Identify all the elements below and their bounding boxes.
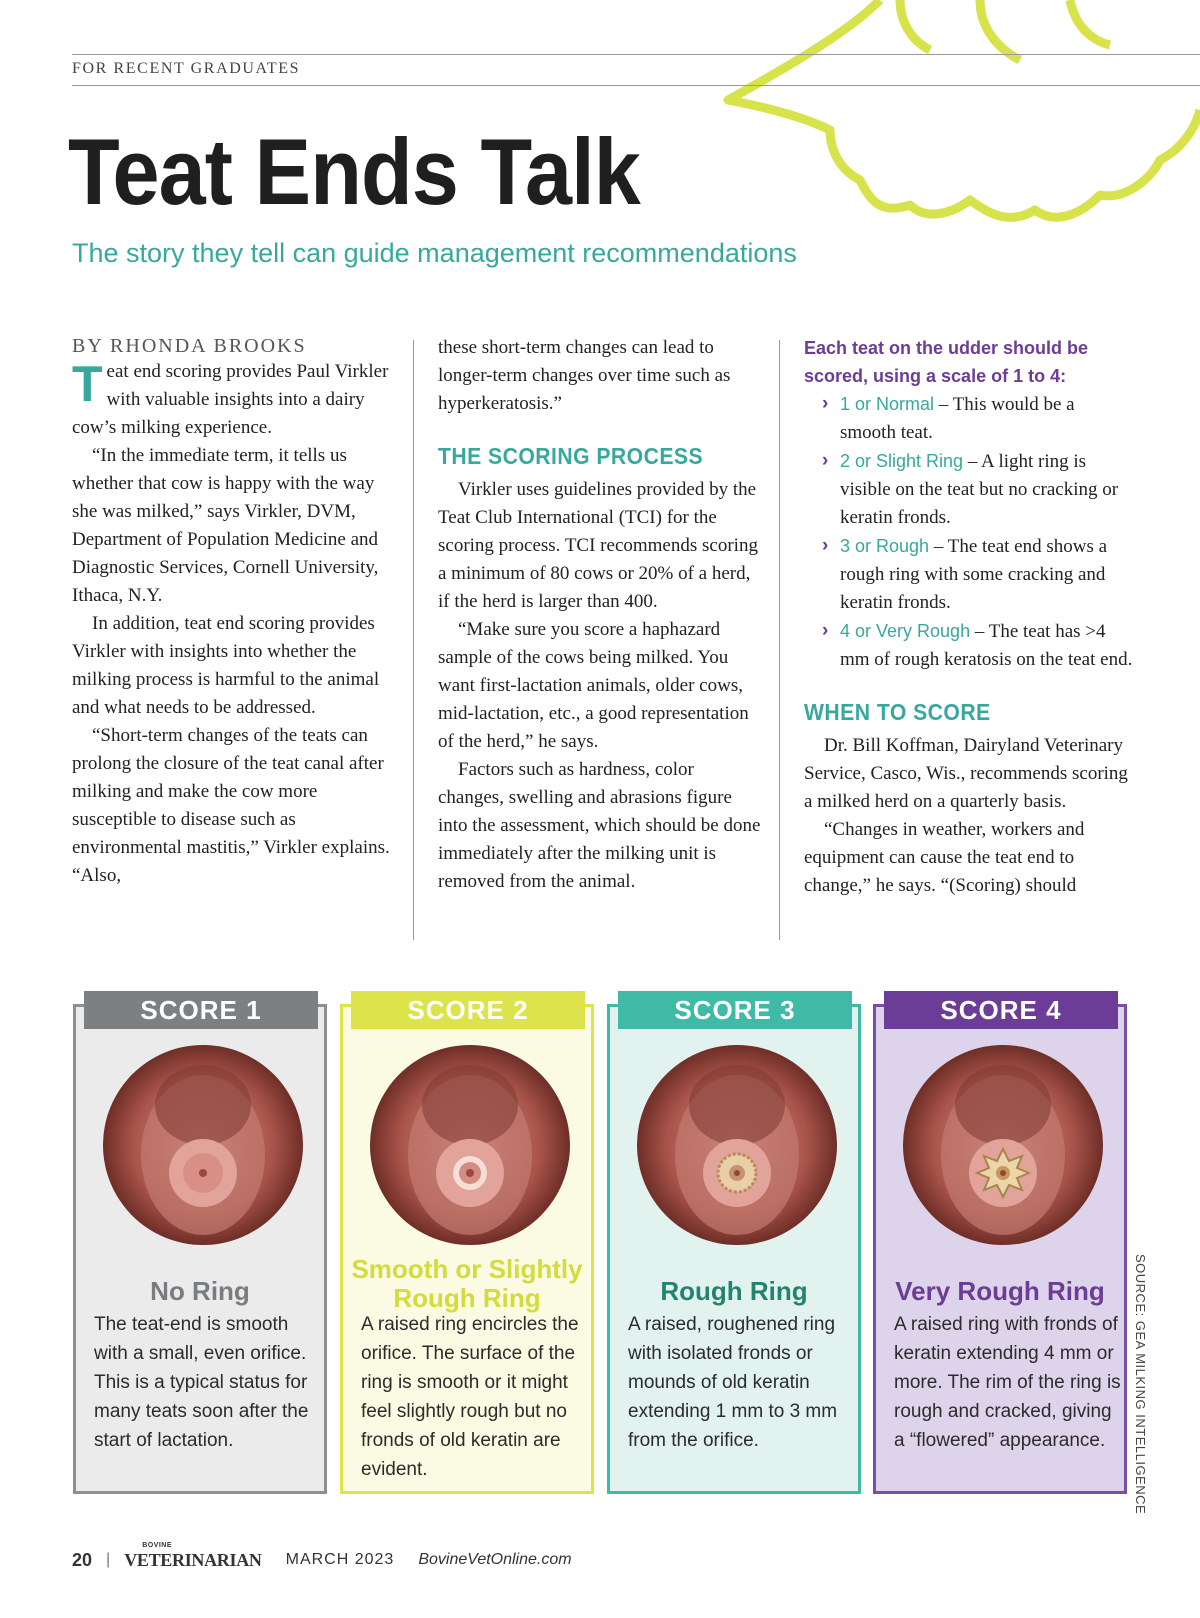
paragraph: Dr. Bill Koffman, Dairyland Veterinary Service, Casco, Wis., recommends scoring a milked herd on a quarterly basis. (804, 735, 1128, 812)
paragraph: Factors such as hardness, color changes, swelling and abrasions figure into the assessment, which should be done immediately after the milking unit is removed from the animal. (438, 759, 761, 892)
score-description: A raised ring encircles the orifice. The surface of the ring is smooth or it might feel slightly rough but no fronds of old keratin are evident. (361, 1314, 579, 1480)
score-title: No Ring (150, 1276, 250, 1306)
paragraph: Virkler uses guidelines provided by the Teat Club International (TCI) for the scoring process. TCI recommends scoring a minimum of 80 cows or 20% of a herd, if the herd is larger than 400. (438, 479, 758, 612)
section-label (72, 54, 1200, 86)
section-heading: THE SCORING PROCESS (438, 443, 704, 469)
drop-cap: T (72, 356, 103, 412)
column-3 (804, 334, 1134, 900)
chevron-right-icon: › (822, 535, 829, 556)
score-card-3 (607, 995, 861, 1494)
scale-lead: Each teat on the udder should be scored, using a scale of 1 to 4: (804, 338, 1089, 386)
page-footer (72, 1541, 572, 1575)
article-subtitle: The story they tell can guide management recommendations (72, 238, 797, 268)
score-card-1 (73, 995, 327, 1494)
source-credit: SOURCE: GEA MILKING INTELLIGENCE (1133, 1254, 1148, 1515)
score-banner: SCORE 1 (84, 991, 318, 1029)
paragraph: In addition, teat end scoring provides Virkler with insights into whether the milking process is harmful to the animal and what needs to be addressed. (72, 613, 380, 718)
column-1 (72, 334, 398, 890)
score-banner: SCORE 3 (618, 991, 852, 1029)
score-banner: SCORE 4 (884, 991, 1118, 1029)
footer-separator: | (106, 1551, 111, 1568)
teat-end-image (903, 1045, 1103, 1245)
paragraph: “Make sure you score a haphazard sample of the cows being milked. You want first-lactation animals, older cows, mid-lactation, etc., a good representation of the herd,” he says. (438, 619, 749, 752)
scale-item: › 1 or Normal – This would be a smooth teat. (804, 390, 1134, 447)
section-label-text: FOR RECENT GRADUATES (72, 60, 301, 77)
section-heading: WHEN TO SCORE (804, 699, 991, 725)
paragraph: “In the immediate term, it tells us whether that cow is happy with the way she was milked,” says Virkler, DVM, Department of Population Medicine and Diagnostic Services, Cornell University, Ithaca, N.Y. (72, 445, 379, 606)
score-card-2 (340, 995, 594, 1494)
website-link[interactable]: BovineVetOnline.com (418, 1551, 572, 1568)
paragraph: “Changes in weather, workers and equipment can cause the teat end to change,” he says. “(Scoring) should (804, 819, 1085, 896)
score-banner: SCORE 2 (351, 991, 585, 1029)
chevron-right-icon: › (822, 450, 829, 471)
column-divider (413, 340, 414, 940)
teat-end-image (637, 1045, 837, 1245)
scale-item: › 4 or Very Rough – The teat has >4 mm of rough keratosis on the teat end. (804, 617, 1134, 674)
score-title: Very Rough Ring (895, 1276, 1105, 1306)
teat-end-image (370, 1045, 570, 1245)
score-description: The teat-end is smooth with a small, even orifice. This is a typical status for many teats soon after the start of lactation. (94, 1314, 309, 1451)
scale-item: › 3 or Rough – The teat end shows a rough ring with some cracking and keratin fronds. (804, 532, 1134, 617)
column-2 (438, 334, 764, 896)
column-divider (779, 340, 780, 940)
paragraph: these short-term changes can lead to longer-term changes over time such as hyperkeratosis.” (438, 337, 731, 414)
paragraph: Teat end scoring provides Paul Virkler with valuable insights into a dairy cow’s milking experience. (72, 356, 389, 438)
sun-illustration (680, 0, 1200, 260)
paragraph: “Short-term changes of the teats can prolong the closure of the teat canal after milking and make the cow more susceptible to disease such as environmental mastitis,” Virkler explains. “Also, (72, 725, 390, 886)
article-title: Teat Ends Talk (68, 119, 640, 224)
teat-end-image (103, 1045, 303, 1245)
page-number: 20 (72, 1549, 93, 1570)
score-card-4 (873, 995, 1127, 1494)
score-description: A raised ring with fronds of keratin extending 4 mm or more. The rim of the ring is rough and cracked, giving a “flowered” appearance. (894, 1314, 1121, 1451)
score-title: Smooth or Slightly Rough Ring (351, 1254, 583, 1313)
chevron-right-icon: › (822, 393, 829, 414)
score-description: A raised, roughened ring with isolated fronds or mounds of old keratin extending 1 mm to 3 mm from the orifice. (628, 1314, 838, 1451)
byline: BY RHONDA BROOKS (72, 335, 307, 357)
magazine-logo: BOVINE VETERINARIAN (124, 1541, 262, 1570)
score-title: Rough Ring (660, 1276, 808, 1306)
chevron-right-icon: › (822, 620, 829, 641)
issue-date: MARCH 2023 (285, 1551, 395, 1568)
scale-item: › 2 or Slight Ring – A light ring is visible on the teat but no cracking or keratin fronds. (804, 447, 1134, 532)
